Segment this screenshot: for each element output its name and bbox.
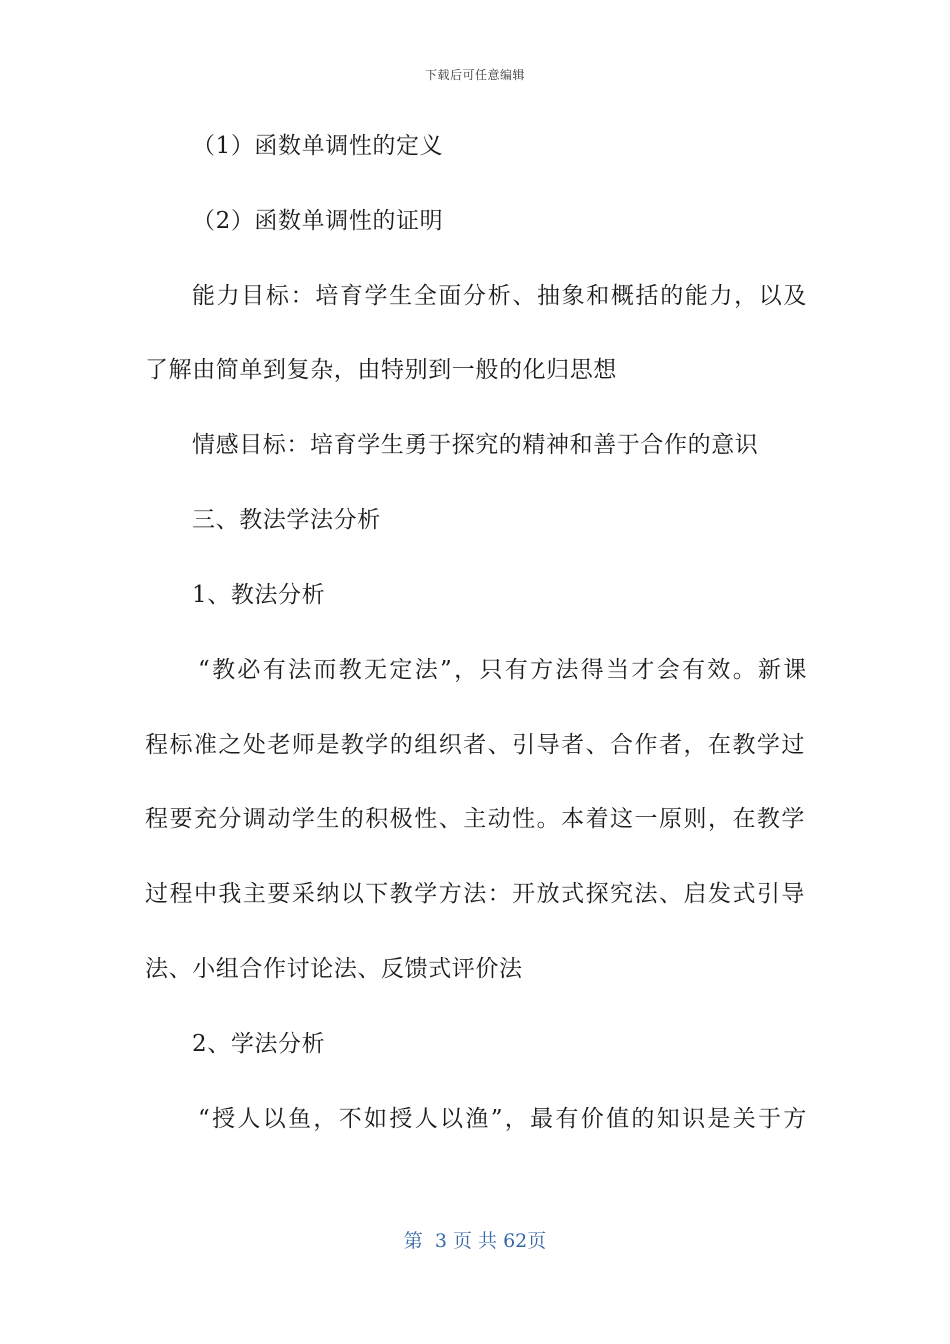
text-line-3: 能力目标：培育学生全面分析、抽象和概括的能力，以及 xyxy=(192,283,807,309)
text-line-5: 情感目标：培育学生勇于探究的精神和善于合作的意识 xyxy=(192,432,759,458)
footer-label-middle: 页 共 xyxy=(452,1230,498,1252)
text-line-9: 程标准之处老师是教学的组织者、引导者、合作者，在教学过 xyxy=(145,732,805,758)
subsection-heading-1: 1、教法分析 xyxy=(192,582,326,608)
page-footer xyxy=(0,1226,950,1253)
section-heading: 三、教法学法分析 xyxy=(192,507,381,533)
text-line-2: （2）函数单调性的证明 xyxy=(192,208,444,234)
text-line-11: 过程中我主要采纳以下教学方法：开放式探究法、启发式引导 xyxy=(145,881,805,907)
footer-total-pages: 62 xyxy=(503,1230,528,1252)
footer-label-suffix: 页 xyxy=(527,1230,547,1252)
text-line-14: “授人以鱼，不如授人以渔”，最有价值的知识是关于方 xyxy=(198,1106,807,1132)
subsection-heading-2: 2、学法分析 xyxy=(192,1031,326,1057)
text-line-10: 程要充分调动学生的积极性、主动性。本着这一原则，在教学 xyxy=(145,806,805,832)
page-header: 下载后可任意编辑 xyxy=(424,68,525,82)
text-line-8: “教必有法而教无定法”，只有方法得当才会有效。新课 xyxy=(198,657,807,683)
text-line-1: （1）函数单调性的定义 xyxy=(192,133,444,159)
text-line-12: 法、小组合作讨论法、反馈式评价法 xyxy=(145,956,523,982)
text-line-4: 了解由简单到复杂，由特别到一般的化归思想 xyxy=(145,357,617,383)
footer-current-page: 3 xyxy=(434,1230,447,1252)
footer-label-prefix: 第 xyxy=(403,1230,423,1252)
